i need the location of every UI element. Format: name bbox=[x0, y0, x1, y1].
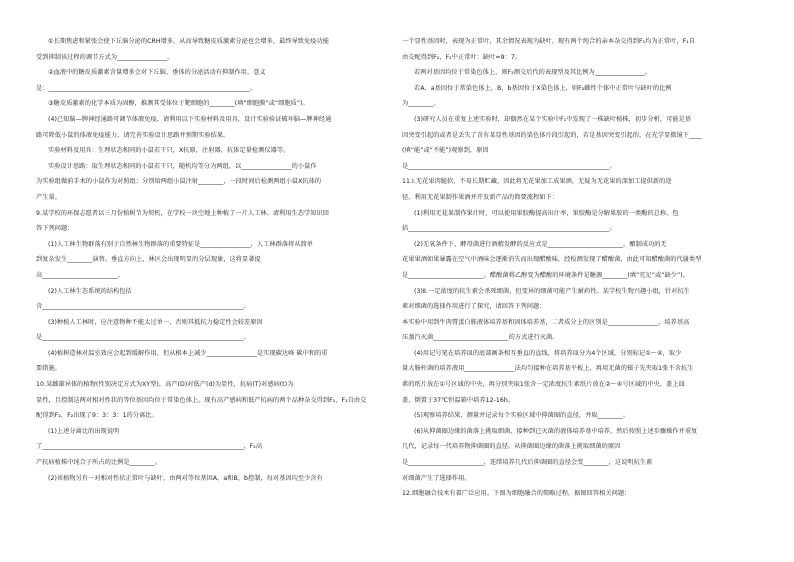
right-text-line: 11.Ⅰ.无花果肉脆软，不易长期贮藏，因此将无花果加工成果酒，无疑为无花果的深加工提供新的途 bbox=[402, 178, 672, 186]
left-text-line: 答下列问题： bbox=[36, 225, 74, 233]
left-text-line: 要措施。 bbox=[36, 365, 61, 373]
right-text-line: (5)观察培养结果，测量并记录每个实验区域中抑菌圈的直径，并取________。 bbox=[414, 412, 629, 420]
left-text-line: 了________________________________________________________________，F₂高 bbox=[36, 443, 263, 451]
left-text-line: 产抗病植株中纯合子所占的比例是________。 bbox=[36, 459, 161, 467]
right-text-line: 素的纸片放在①号区域的中央，再分别夹取1张含一定浓度抗生素纸片放在②～④号区域的中央，盖上皿 bbox=[402, 381, 685, 389]
left-text-line: ②血液中的糖皮质激素含量增多会对下丘脑、垂体的分泌活动有抑制作用，意义 bbox=[48, 69, 266, 77]
left-text-line: 受到抑制该过程的调节方式为________________。 bbox=[36, 53, 174, 61]
left-text-line: ①长期焦虑和紧张会使下丘脑分泌的CRH增多，从而导致糖皮质激素分泌也会增多，最终导致免疫功能 bbox=[48, 38, 329, 45]
right-text-line: (4)用记号笔在培养皿的底部画条相互垂直的直线，将培养皿分为4个区域，分别标记①～④，取少 bbox=[414, 349, 682, 357]
left-text-line: 配得到F₂，F₂出现了9：3：3：1的分离比。 bbox=[36, 412, 158, 420]
left-text-line: 9.某学校的环保志愿者以三月份植树节为契机，在学校一块空地上种植了一片人工林。请利用生态学知识回 bbox=[36, 209, 329, 217]
left-text-line: (4)已知脑—脾神经通路可调节体液免疫，请利用以下实验材料及用具，设计实验验证破坏脑—脾神经通 bbox=[48, 115, 332, 123]
right-text-line: 由交配得到F₂，F₂中正常叶：缺叶=9：7。 bbox=[402, 53, 522, 61]
right-text-line: 对细菌产生了选择作用。 bbox=[402, 474, 471, 482]
left-text-line: 路可降低小鼠的体液免疫能力，请完善实验设计思路并预期实验结果。 bbox=[36, 131, 230, 139]
left-text-line: 实验材料及用具：生理状态相同的小鼠若干只，X抗原，注射器，抗体定量检测仪器等。 bbox=[48, 147, 290, 155]
right-text-line: (6)从抑菌圈边缘的菌落上挑取细菌，接种到已灭菌的液体培养基中培养，然后按照上述步骤操作并重复 bbox=[414, 427, 698, 435]
left-text-line: (2)该植物另有一对相对性状正常叶与缺叶，由两对等位基因A、a和B、b控制，每对基因均至少含有 bbox=[48, 474, 323, 482]
right-text-line: 量大肠杆菌的培养液用________________法均匀接种在培养基平板上，再用无菌的镊子先夹取1张不含抗生 bbox=[402, 365, 694, 373]
left-column bbox=[36, 34, 394, 486]
right-text-line: 是________________________________________________________________。 bbox=[402, 162, 616, 170]
left-text-line: 产生量。 bbox=[36, 193, 61, 201]
right-text-line: 盖，倒置于37℃恒温箱中培养12-16h。 bbox=[402, 396, 515, 404]
right-text-line: 是________________________。醋酸菌将乙醇变为醋酸的环境条件是糖源________(填“充足”或“缺少”)。 bbox=[402, 271, 689, 279]
left-text-line: 含________________________________________________________________。 bbox=[36, 303, 250, 311]
right-text-line: (1)利用无花果制作果汁时，可以使用果胶酶提高出汁率，果胶酶是分解果胶的一类酶的总称，包 bbox=[414, 209, 679, 217]
left-text-line: (3)种植人工林时，应注意物种不能太过单一，否则其抵抗力稳定性会较差原因 bbox=[48, 318, 263, 326]
left-text-line: 10.某雌雄异体的植物(性别决定方式为XY型)，高产(D)对低产(d)为显性，抗病(T)对感病(t)为 bbox=[36, 381, 294, 389]
right-text-line: 是________________________，连续培养几代后抑菌圈的直径会变________，这说明抗生素 bbox=[402, 459, 653, 467]
right-text-line: 括________________________________________________________________。 bbox=[402, 225, 616, 233]
right-text-line: 素对细菌的选择作用进行了探究，请回答下列问题： bbox=[402, 303, 546, 311]
left-text-line: 高________________________。 bbox=[36, 271, 124, 279]
left-text-line: (2)人工林生态系统的结构包括 bbox=[48, 287, 132, 295]
right-text-line: 一个显性基因时，表现为正常叶，其余情况表现为缺叶。现有两个纯合的亲本杂交得到F₁均为正常叶，F₁自 bbox=[402, 38, 695, 45]
left-text-line: 为实验组做前手术的小鼠作为对照组；分别给两组小鼠注射________，一段时间后检测两组小鼠X抗体的 bbox=[36, 178, 322, 186]
right-text-line: (3)Ⅱ.一定浓度的抗生素会杀死细菌，但变异的细菌可能产生耐药性。某学校生物兴趣小组，针对抗生 bbox=[414, 287, 690, 295]
right-text-line: (填“能”或“不能”)观察到，原因 bbox=[402, 147, 489, 155]
right-text-line: 若两对基因均位于常染色体上，则F₂测交后代的表现型及其比例为________________。 bbox=[414, 69, 652, 77]
right-text-line: 本实验中用到牛肉膏蛋白胨液体培养基和固体培养基，二者成分上的区别是________________，培养基高 bbox=[402, 318, 690, 326]
right-text-line: 因突变引起的或者是丢失了含有某显性基因的染色体片段引起的，若是基因突变引起的，在光学显微镜下____ bbox=[402, 131, 702, 139]
left-text-line: (1)人工林生物群落有别于自然林生物群落的重要特征是________________，人工林群落将从简单 bbox=[48, 240, 314, 248]
left-text-line: 是：________________________________________________________________。 bbox=[36, 84, 256, 92]
right-text-line: 压蒸汽灭菌________________________的方式进行灭菌。 bbox=[402, 334, 559, 342]
right-text-line: (3)研究人员在重复上述实验时，却偶然在某个实验中F₁中发现了一株缺叶植株，初步分析，可能是基 bbox=[414, 115, 692, 123]
right-text-line: 径。利用无花果制作果酒并开发新产品的简要流程如下： bbox=[402, 193, 558, 201]
left-text-line: (4)植树造林对温室效应会起到缓解作用，但从根本上减少________________是实现碳达峰 碳中和的重 bbox=[48, 349, 328, 357]
right-text-line: (2)无氧条件下，酵母菌进行酒精发酵的反应式是________________________。酿制成功的无 bbox=[414, 240, 667, 248]
right-text-line: 若A、a基因位于常染色体上，B、b基因位于X染色体上，则F₂雌性个体中正常叶与缺叶的比例 bbox=[414, 84, 672, 92]
left-text-line: (1)上述分离比的出现说明 bbox=[48, 427, 120, 435]
left-text-line: ③糖皮质激素的化学本质为固醇，推测其受体位于靶细胞的________(填“细胞膜”或“细胞质”)。 bbox=[48, 100, 309, 108]
left-text-line: 是________________________________________________________________。 bbox=[36, 334, 250, 342]
left-text-line: 到复杂发生________演替。垂直方向上，林区会出现明显的分层现象，这将显著提 bbox=[36, 256, 261, 264]
left-text-line: 实验设计思路：取生理状态相同的小鼠若干只，随机均等分为两组，以________________的小鼠作 bbox=[48, 162, 317, 170]
right-text-line: 花果果酒如果暴露在空气中酒味会逐渐消失而出现醋酸味，经检测发现了醋酸菌，由此可知醋酸菌的代谢类型 bbox=[402, 256, 702, 264]
right-text-line: 几代，记录每一代培养物抑菌圈的直径。从抑菌圈边缘的菌落上挑取细菌的原因 bbox=[402, 443, 621, 451]
right-text-line: 为________。 bbox=[402, 100, 440, 108]
right-text-line: 12.细胞融合技术有着广泛应用。下图为细胞融合的简略过程，据图回答相关问题： bbox=[402, 490, 631, 498]
left-text-line: 显性，且控制这两对相对性状的等位基因均位于常染色体上。现有高产感病和低产抗病的两个品种杂交得到F₁，F₁自由交 bbox=[36, 396, 367, 404]
right-column bbox=[402, 34, 760, 502]
